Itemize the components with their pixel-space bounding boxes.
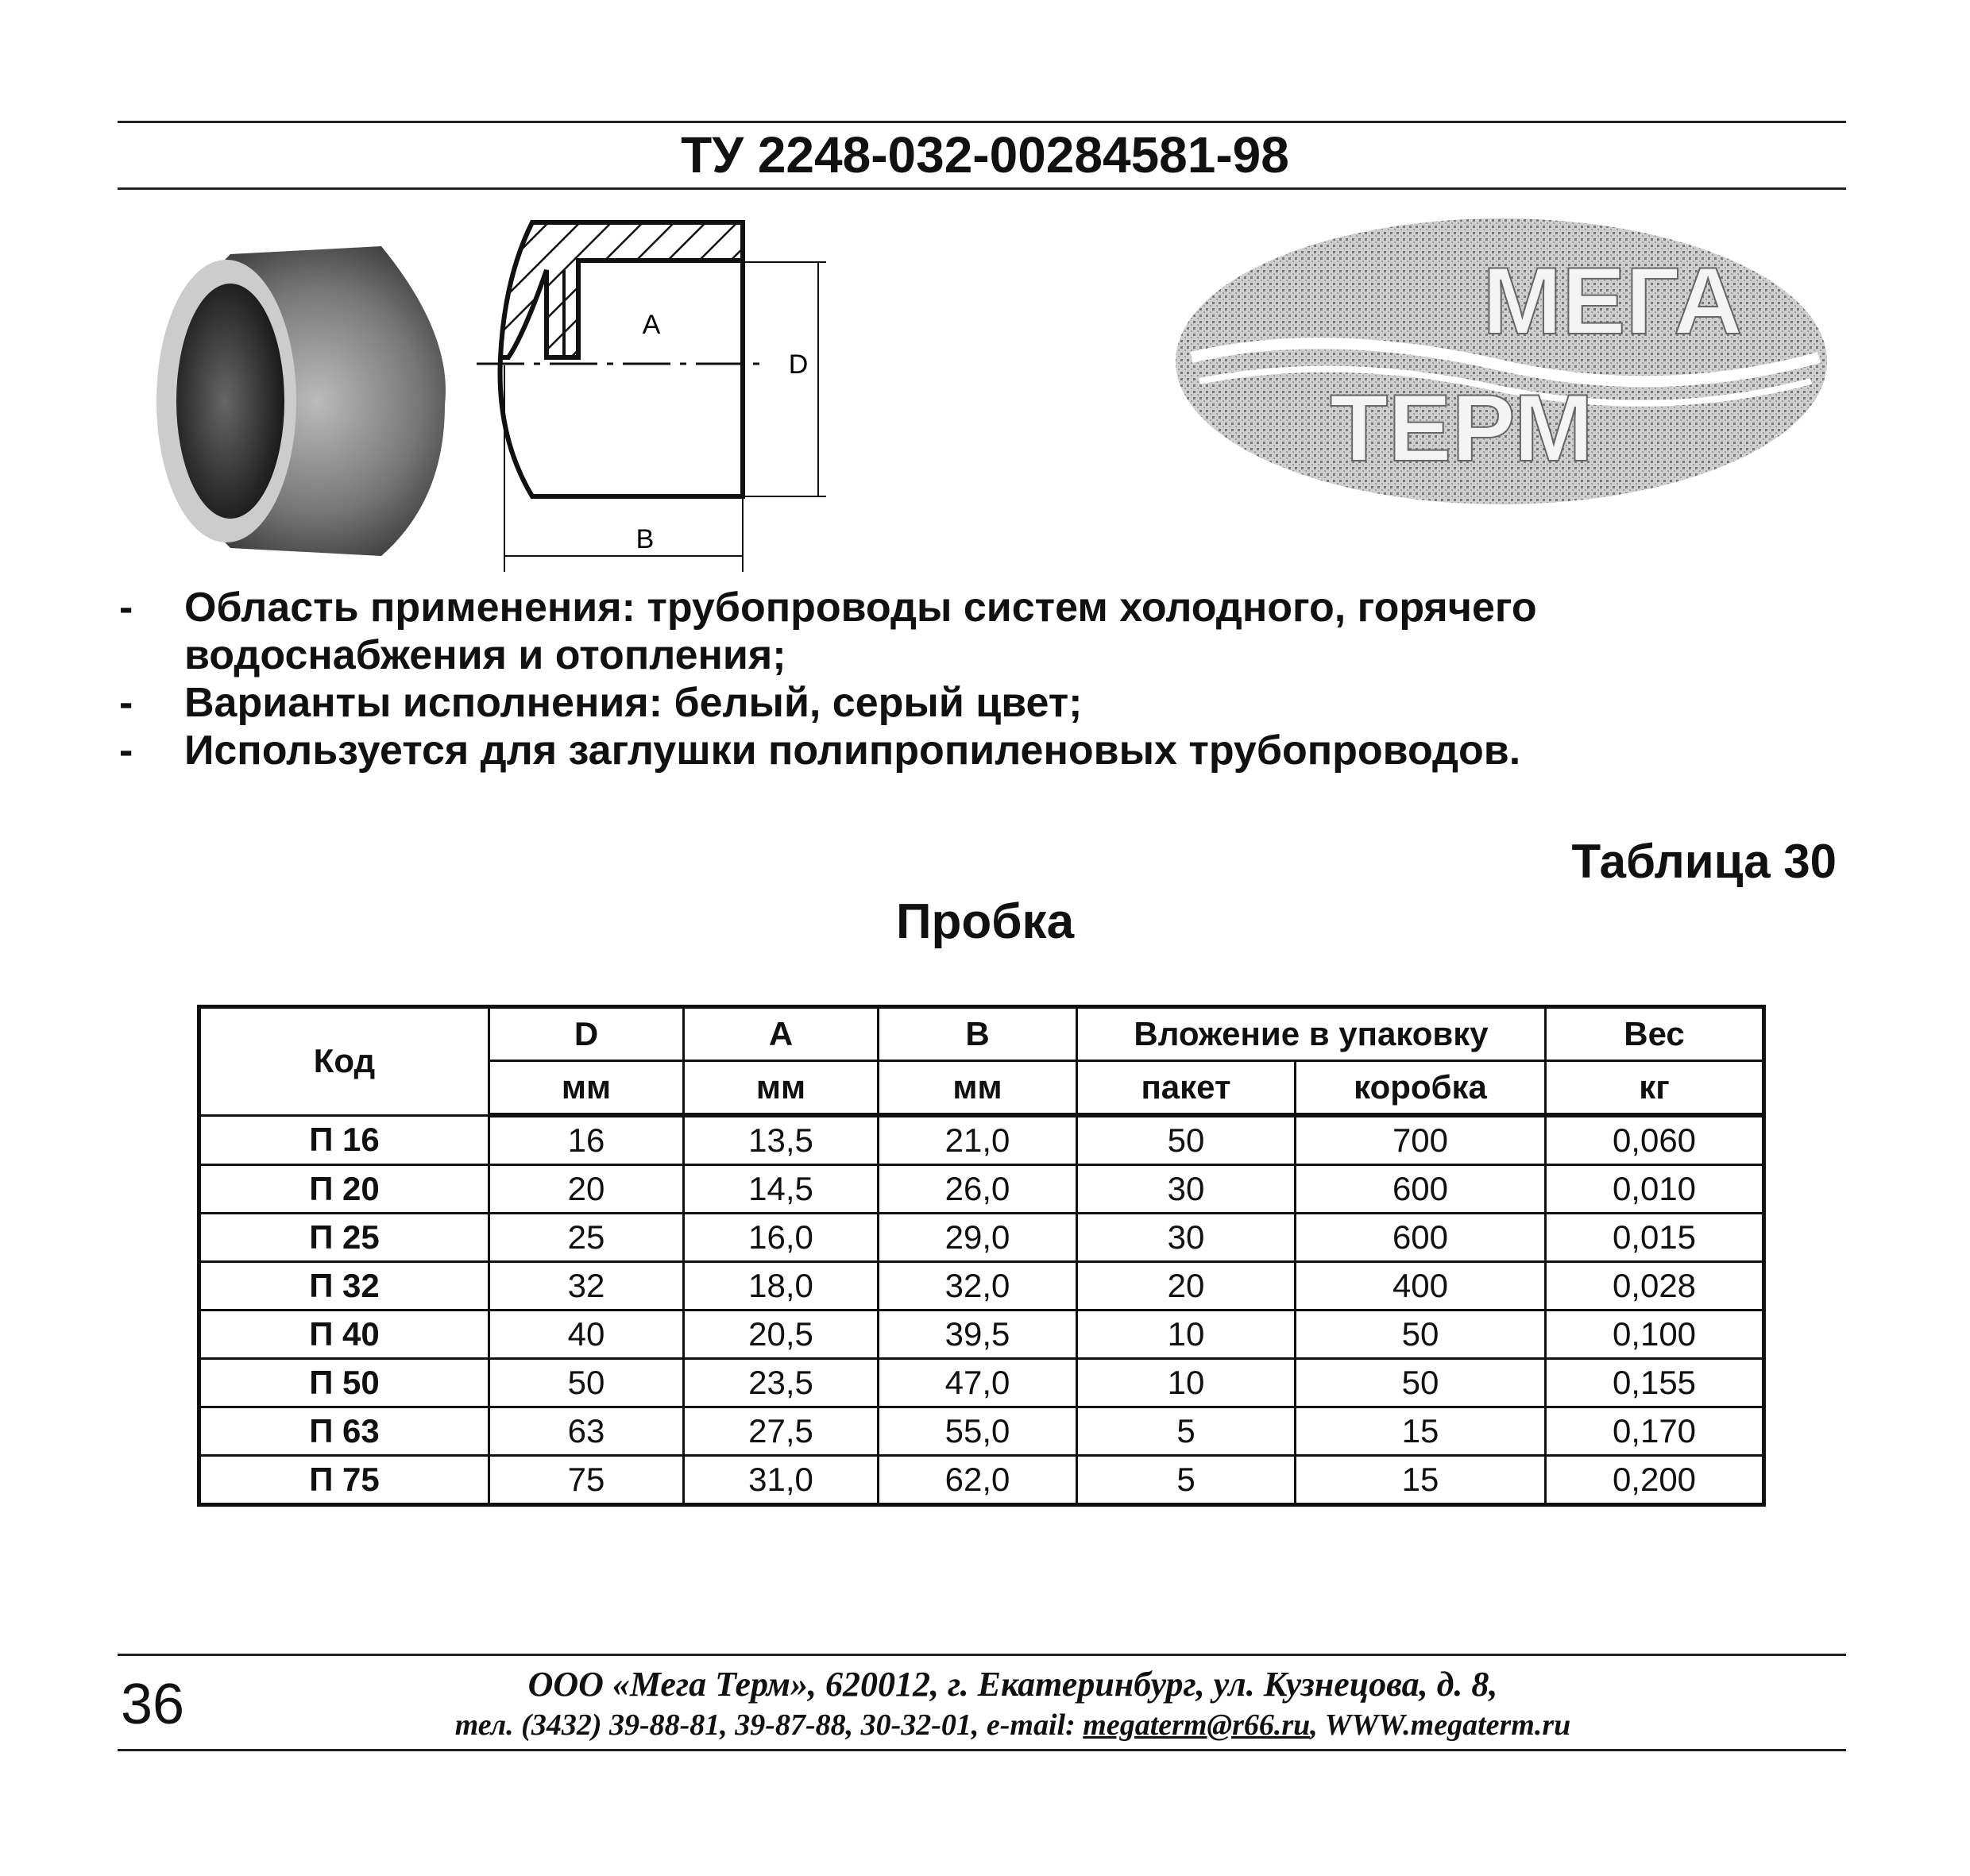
- header-pack-box: коробка: [1296, 1061, 1546, 1116]
- cap-spec-table: [197, 1005, 1766, 1507]
- features-list: [119, 584, 1867, 774]
- header-d: D: [489, 1007, 684, 1061]
- header-b-unit: мм: [879, 1061, 1077, 1116]
- table-row: П 75 75 31,0 62,0 5 15 0,200: [199, 1456, 1764, 1505]
- logo-line2: ТЕРМ: [1330, 375, 1593, 481]
- header-packing: Вложение в упаковку: [1077, 1007, 1546, 1061]
- mega-term-logo: [1168, 207, 1835, 524]
- table-row: П 25 25 16,0 29,0 30 600 0,015: [199, 1214, 1764, 1262]
- page-number: 36: [121, 1673, 185, 1736]
- header-a-unit: мм: [684, 1061, 879, 1116]
- footer-contacts: тел. (3432) 39-88-81, 39-87-88, 30-32-01, e-mail: megaterm@r66.ru, WWW.megaterm.ru: [454, 1708, 1571, 1742]
- header-weight: Вес: [1546, 1007, 1764, 1061]
- table-title: Пробка: [895, 894, 1075, 949]
- product-photo: [143, 238, 469, 564]
- logo-line1: МЕГА: [1482, 248, 1743, 354]
- table-row: П 50 50 23,5 47,0 10 50 0,155: [199, 1359, 1764, 1407]
- header-b: B: [879, 1007, 1077, 1061]
- feature-item: - Область применения: трубопроводы систем холодного, горячего водоснабжения и отопления;: [119, 585, 1537, 678]
- table-row: П 32 32 18,0 32,0 20 400 0,028: [199, 1262, 1764, 1310]
- table-row: П 20 20 14,5 26,0 30 600 0,010: [199, 1165, 1764, 1214]
- header-d-unit: мм: [489, 1061, 684, 1116]
- table-row: П 16 16 13,5 21,0 50 700 0,060: [199, 1115, 1764, 1165]
- top-rule: [118, 121, 1846, 123]
- footer-address: ООО «Мега Терм», 620012, г. Екатеринбург, ул. Кузнецова, д. 8,: [527, 1665, 1498, 1704]
- header-rule: [118, 187, 1846, 190]
- feature-item: - Варианты исполнения: белый, серый цвет;: [119, 680, 1083, 726]
- footer-bottom-rule: [118, 1749, 1846, 1751]
- feature-item: - Используется для заглушки полипропиленовых трубопроводов.: [119, 728, 1521, 774]
- table-row: П 40 40 20,5 39,5 10 50 0,100: [199, 1310, 1764, 1359]
- footer-top-rule: [118, 1654, 1846, 1656]
- table-row: П 63 63 27,5 55,0 5 15 0,170: [199, 1407, 1764, 1456]
- dim-a-label: A: [642, 310, 661, 340]
- header-pack-bag: пакет: [1077, 1061, 1296, 1116]
- spec-code: ТУ 2248-032-00284581-98: [681, 126, 1289, 183]
- cap-drawing: [461, 214, 858, 580]
- header-code: Код: [199, 1007, 489, 1116]
- email-link[interactable]: megaterm@r66.ru: [1083, 1708, 1311, 1742]
- header-a: A: [684, 1007, 879, 1061]
- dim-d-label: D: [788, 349, 809, 380]
- table-number: Таблица 30: [1571, 835, 1837, 888]
- header-weight-unit: кг: [1546, 1061, 1764, 1116]
- dim-b-label: B: [635, 524, 655, 554]
